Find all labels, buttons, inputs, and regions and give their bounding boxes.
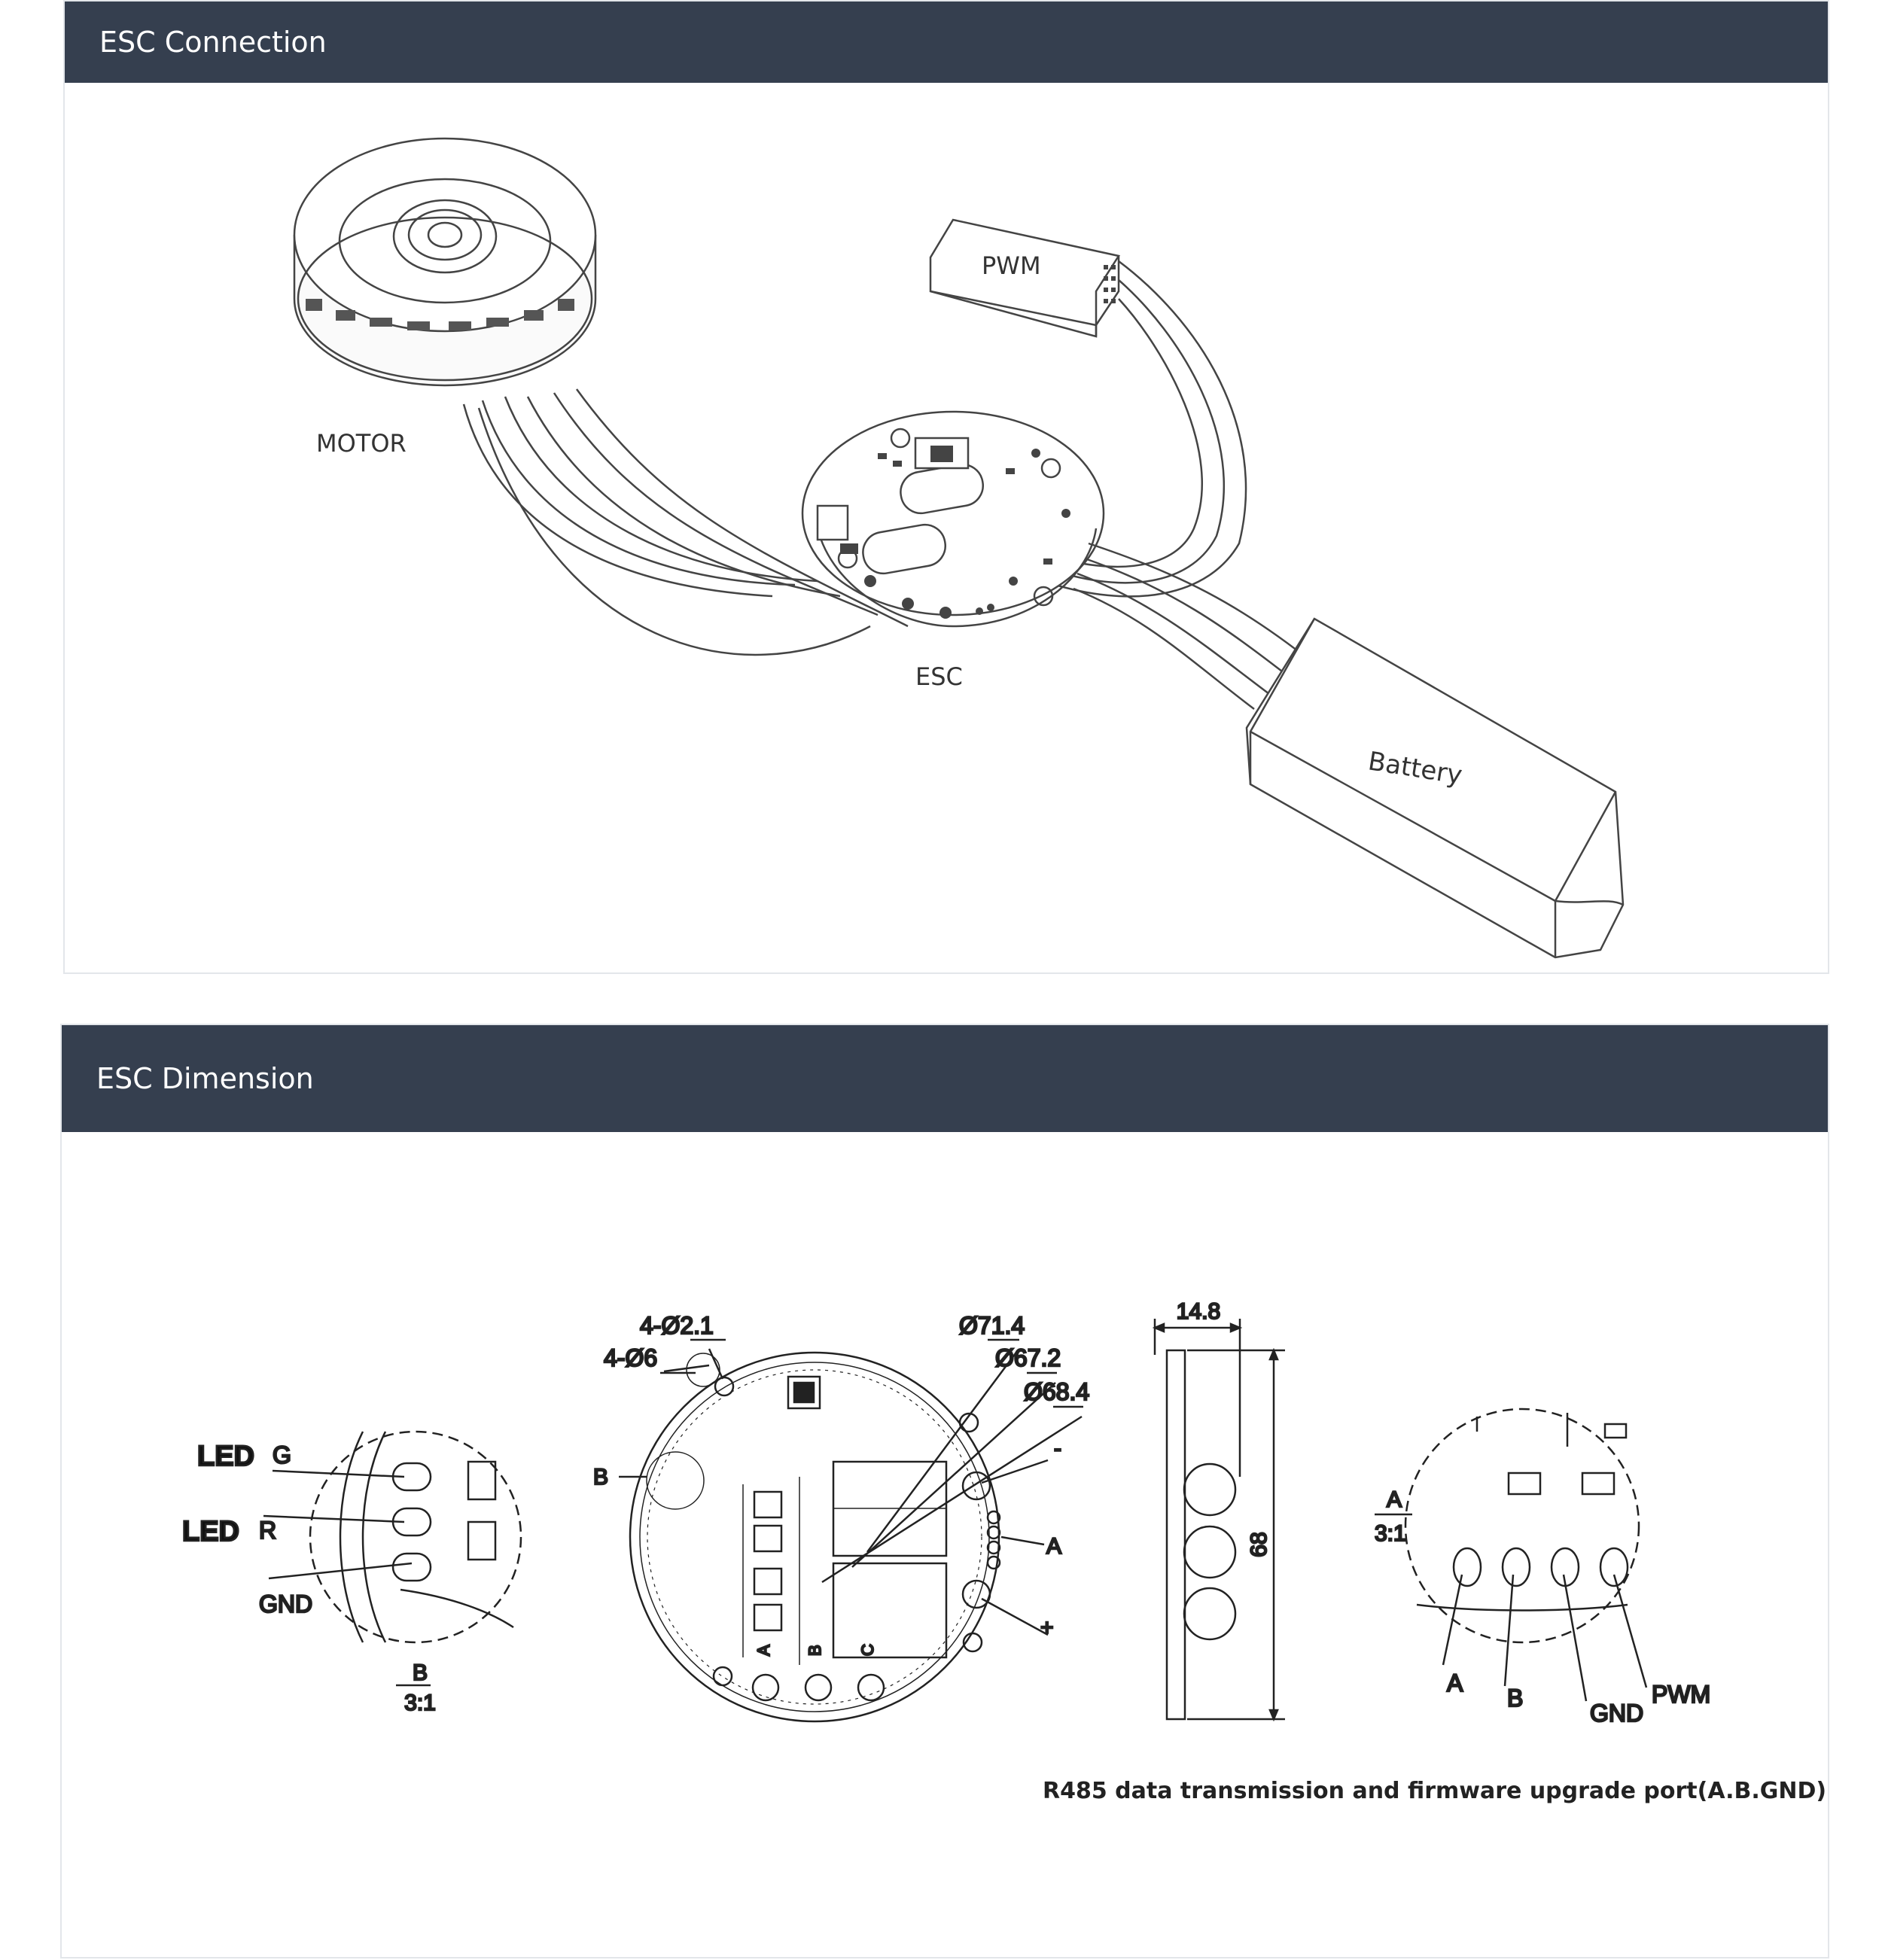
pwm-label: PWM (982, 251, 1041, 280)
led-g-label: LED (197, 1441, 254, 1472)
battery-label: Battery (1366, 746, 1465, 791)
phase-a-label: A (754, 1645, 773, 1656)
esc-connection-diagram (65, 2, 1831, 975)
gnd-label-b: GND (259, 1590, 313, 1618)
pin-a-label: A (1447, 1669, 1463, 1697)
detail-b-view (263, 1432, 521, 1685)
esc-dimension-panel (60, 1024, 1829, 1958)
dia-outer-dim: Ø71.4 (959, 1312, 1025, 1339)
motor-label: MOTOR (316, 429, 407, 458)
pin-pwm-label: PWM (1652, 1681, 1711, 1708)
thickness-dim: 14.8 (1176, 1299, 1221, 1324)
hole-large-dim: 4-Ø6 (604, 1344, 658, 1371)
led-r-pin: R (259, 1517, 277, 1544)
port-caption: R485 data transmission and firmware upgrade port(A.B.GND) (1043, 1778, 1827, 1804)
led-g-pin: G (273, 1441, 291, 1468)
height-dim: 68 (1247, 1532, 1271, 1557)
esc-board-drawing (802, 412, 1104, 626)
led-r-label: LED (182, 1516, 239, 1548)
pin-b-label: B (1507, 1685, 1524, 1712)
esc-dimension-drawing (62, 1025, 1831, 1960)
esc-dimension-header: ESC Dimension (62, 1025, 1828, 1132)
detail-a-callout: A (1046, 1534, 1062, 1559)
phase-c-label: C (858, 1644, 877, 1656)
detail-a-view (1375, 1409, 1646, 1701)
dia-inner-dim: Ø68.4 (1024, 1378, 1090, 1405)
battery-drawing (1247, 619, 1623, 957)
detail-b-scale-ratio: 3:1 (404, 1691, 436, 1715)
detail-b-scale-letter: B (412, 1660, 428, 1685)
esc-connection-panel (63, 0, 1829, 974)
minus-terminal: - (1054, 1436, 1061, 1461)
detail-a-scale-ratio: 3:1 (1375, 1521, 1406, 1546)
motor-drawing (294, 138, 595, 385)
detail-a-scale-letter: A (1387, 1487, 1402, 1512)
esc-connection-header: ESC Connection (65, 2, 1828, 83)
dia-mid-dim: Ø67.2 (995, 1344, 1061, 1371)
plus-terminal: + (1040, 1615, 1054, 1640)
esc-side-view (1155, 1319, 1285, 1719)
esc-top-view (619, 1340, 1083, 1721)
detail-b-callout: B (593, 1465, 609, 1490)
pin-gnd-label: GND (1590, 1700, 1644, 1727)
phase-b-label: B (805, 1645, 824, 1656)
hole-small-dim: 4-Ø2.1 (640, 1312, 714, 1339)
esc-label: ESC (915, 662, 963, 691)
